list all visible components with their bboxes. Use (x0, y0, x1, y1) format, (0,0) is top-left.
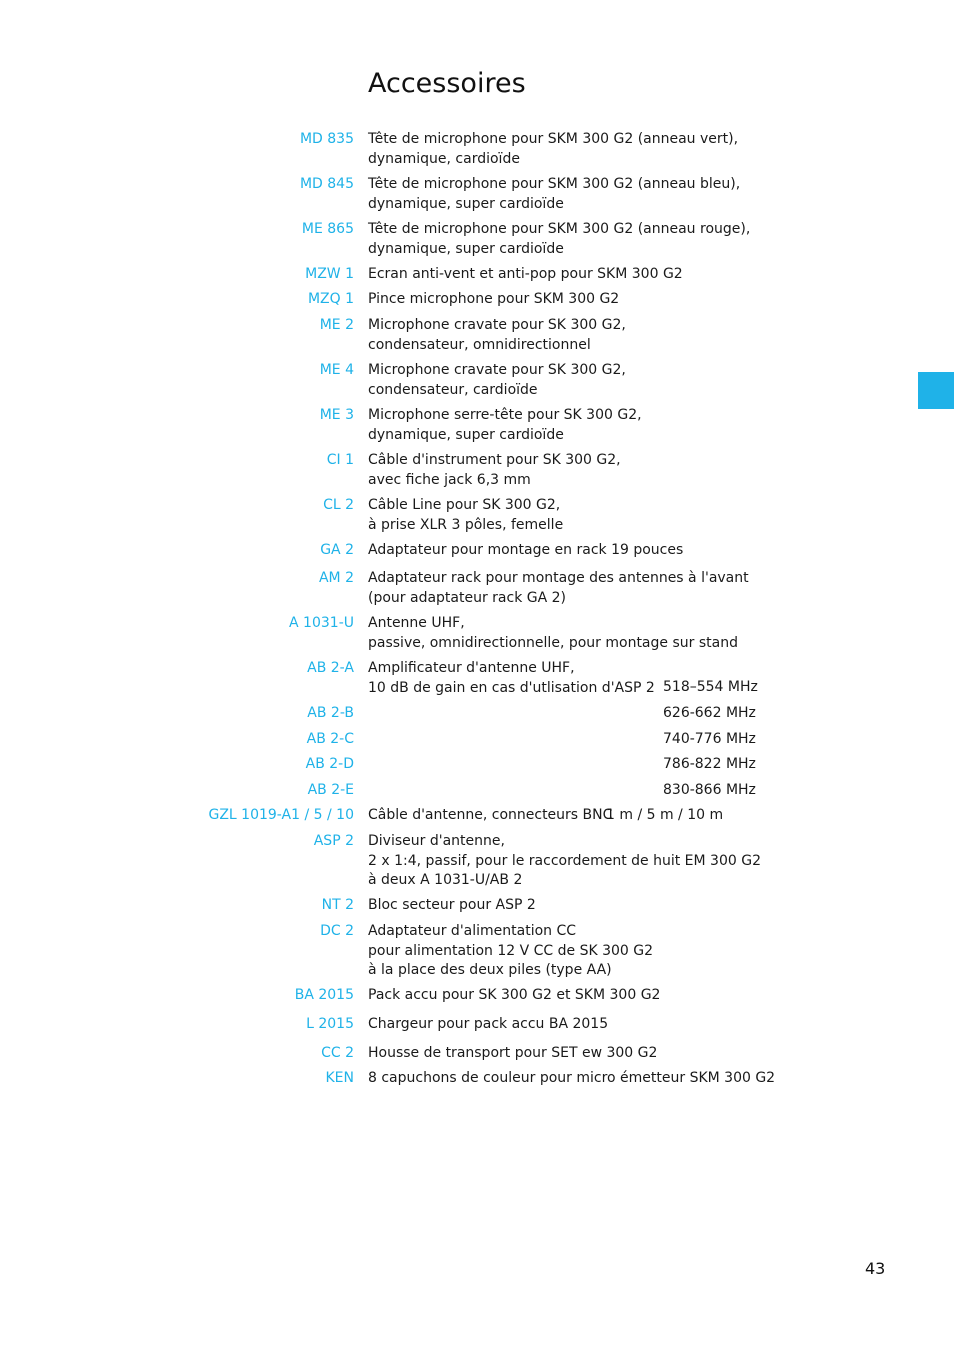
accessory-description (368, 175, 740, 214)
accessory-code: ME 3 (319, 407, 354, 423)
frequency-range: 786-822 MHz (663, 756, 756, 772)
accessory-code: MD 835 (299, 131, 354, 147)
description-line: Adaptateur d'alimentation CC (368, 923, 577, 939)
cable-lengths: 1 m / 5 m / 10 m (606, 807, 724, 823)
accessory-code: AB 2-E (307, 782, 354, 798)
description-line: Microphone cravate pour SK 300 G2, (368, 362, 626, 378)
description-line: Microphone serre-tête pour SK 300 G2, (368, 407, 642, 423)
description-line: Bloc secteur pour ASP 2 (368, 897, 536, 913)
accessory-description (368, 265, 683, 285)
description-line: à prise XLR 3 pôles, femelle (368, 516, 564, 533)
description-line: Pack accu pour SK 300 G2 et SKM 300 G2 (368, 987, 661, 1003)
accessory-code: CC 2 (321, 1045, 354, 1061)
chapter-tab-marker (918, 372, 954, 409)
description-line: Microphone cravate pour SK 300 G2, (368, 317, 626, 333)
accessory-description (368, 316, 626, 355)
description-line: dynamique, super cardioïde (368, 426, 564, 443)
description-line: dynamique, cardioïde (368, 150, 520, 167)
accessory-code: AB 2-C (306, 731, 354, 747)
description-line: Antenne UHF, (368, 615, 465, 631)
accessory-description (368, 614, 738, 653)
accessory-description (368, 659, 655, 698)
description-line: à deux A 1031-U/AB 2 (368, 872, 523, 888)
accessory-description (368, 406, 642, 445)
frequency-range: 518–554 MHz (663, 679, 758, 695)
accessory-code: AB 2-B (307, 705, 354, 721)
description-line: à la place des deux piles (type AA) (368, 962, 612, 978)
accessory-code: CI 1 (326, 452, 354, 468)
accessory-code: DC 2 (320, 923, 354, 939)
accessory-description (368, 896, 536, 916)
description-line: dynamique, super cardioïde (368, 240, 564, 257)
accessory-code: MZW 1 (305, 266, 354, 282)
accessory-description (368, 922, 653, 981)
description-line: 10 dB de gain en cas d'utlisation d'ASP 2 (368, 679, 655, 696)
accessory-description (368, 569, 749, 608)
accessory-code: KEN (325, 1070, 354, 1086)
accessory-code: GA 2 (320, 542, 354, 558)
accessory-description (368, 1069, 775, 1089)
accessory-code: GZL 1019-A1 / 5 / 10 (208, 807, 354, 823)
description-line: condensateur, omnidirectionnel (368, 336, 591, 353)
accessory-code: L 2015 (306, 1016, 354, 1032)
accessory-description (368, 451, 621, 490)
accessory-code: CL 2 (323, 497, 354, 513)
frequency-range: 830-866 MHz (663, 782, 756, 798)
accessory-code: AB 2-D (305, 756, 354, 772)
accessory-description (368, 1044, 657, 1064)
description-line: Tête de microphone pour SKM 300 G2 (anneau vert), (368, 131, 739, 147)
accessory-code: ME 865 (301, 221, 354, 237)
description-line: Diviseur d'antenne, (368, 833, 505, 849)
description-line: Pince microphone pour SKM 300 G2 (368, 291, 620, 307)
accessory-description (368, 986, 660, 1006)
description-line: Tête de microphone pour SKM 300 G2 (anneau rouge), (368, 221, 751, 237)
description-line: condensateur, cardioïde (368, 381, 538, 398)
description-line: Chargeur pour pack accu BA 2015 (368, 1016, 609, 1032)
accessory-code: A 1031-U (289, 615, 354, 631)
accessory-code: AM 2 (318, 570, 354, 586)
frequency-range: 626-662 MHz (663, 705, 756, 721)
accessory-code: AB 2-A (307, 660, 354, 676)
accessory-description (368, 1015, 608, 1035)
accessory-description (368, 290, 619, 310)
description-line: (pour adaptateur rack GA 2) (368, 589, 567, 606)
description-line: Ecran anti-vent et anti-pop pour SKM 300 G2 (368, 266, 683, 282)
description-line: Adaptateur pour montage en rack 19 pouces (368, 542, 684, 558)
accessory-description (368, 541, 683, 561)
accessory-code: NT 2 (321, 897, 354, 913)
page-number: 43 (865, 1259, 886, 1278)
description-line: Amplificateur d'antenne UHF, (368, 660, 575, 676)
description-line: Câble d'instrument pour SK 300 G2, (368, 452, 621, 468)
description-line: dynamique, super cardioïde (368, 195, 564, 212)
accessory-code: ASP 2 (313, 833, 354, 849)
accessory-description (368, 806, 612, 826)
description-line: Adaptateur rack pour montage des antennes à l'avant (368, 570, 749, 586)
accessory-code: BA 2015 (294, 987, 354, 1003)
accessory-description (368, 130, 738, 169)
accessory-code: ME 4 (319, 362, 354, 378)
accessory-code: ME 2 (319, 317, 354, 333)
description-line: Housse de transport pour SET ew 300 G2 (368, 1045, 658, 1061)
accessory-code: MZQ 1 (307, 291, 354, 307)
accessory-description (368, 361, 626, 400)
accessory-code: MD 845 (299, 176, 354, 192)
description-line: Câble Line pour SK 300 G2, (368, 497, 561, 513)
description-line: avec fiche jack 6,3 mm (368, 471, 531, 488)
description-line: Tête de microphone pour SKM 300 G2 (anneau bleu), (368, 176, 741, 192)
page-title: Accessoires (368, 68, 526, 99)
description-line: pour alimentation 12 V CC de SK 300 G2 (368, 942, 654, 959)
description-line: 2 x 1:4, passif, pour le raccordement de huit EM 300 G2 (368, 852, 761, 869)
frequency-range: 740-776 MHz (663, 731, 756, 747)
description-line: passive, omnidirectionnelle, pour montage sur stand (368, 634, 738, 651)
description-line: 8 capuchons de couleur pour micro émetteur SKM 300 G2 (368, 1070, 776, 1086)
accessory-description (368, 220, 750, 259)
accessory-description (368, 496, 563, 535)
description-line: Câble d'antenne, connecteurs BNC (368, 807, 613, 823)
accessory-description (368, 832, 761, 891)
